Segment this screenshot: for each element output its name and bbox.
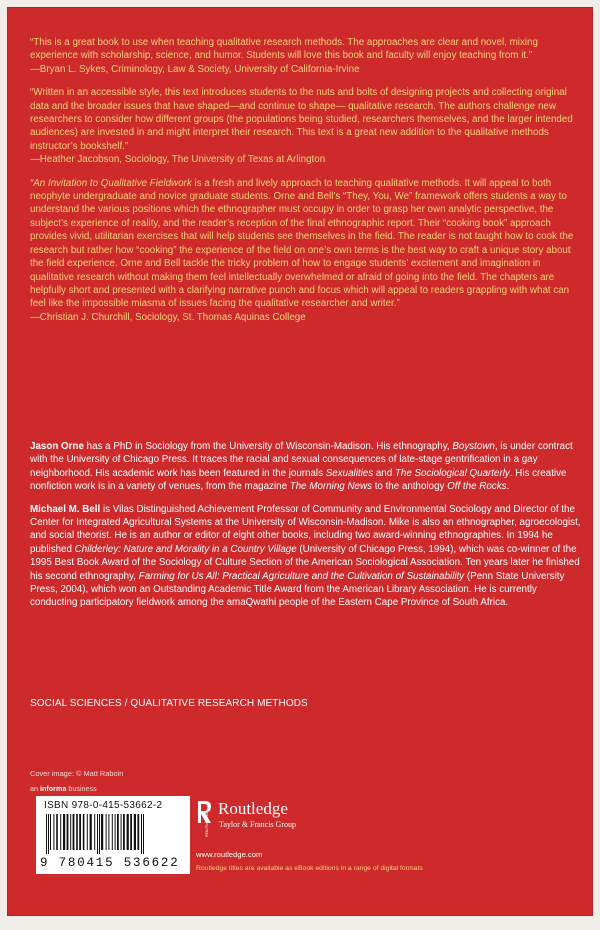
endorsement-attribution: —Bryan L. Sykes, Criminology, Law & Society, University of California-Irvine	[30, 63, 360, 75]
barcode-bar	[46, 814, 47, 854]
endorsement-jacobson	[30, 86, 582, 166]
barcode-bar	[117, 814, 119, 850]
endorsement-churchill	[30, 177, 582, 324]
routledge-logo-icon	[196, 799, 214, 839]
informa-business-label: an informa business	[30, 784, 97, 793]
book-title-italic: “An Invitation to Qualitative Fieldwork	[30, 177, 192, 189]
barcode-bar	[73, 814, 75, 850]
italic-title: Childerley: Nature and Morality in a Country Village	[74, 543, 297, 555]
barcode-bar	[134, 814, 136, 850]
bio-bell: Michael M. Bell is Vilas Distinguished Achievement Professor of Community and Environmental Sociology and Director of the Center for Integrated Agricultural Systems at the University of Wisconsin-Madison. Mike is also an ethnographer, agroecologist, and social theorist. He is an author or editor of eight other books, including two award-winning ethnographies. In 1994 he published Childerley: Nature and Morality in a Country Village (University of Chicago Press, 1994), which was co-winner of the 1995 Best Book Award of the Sociology of Culture Section of the American Sociological Association. Ten years later he finished his second ethnography, Farming for Us All: Practical Agriculture and the Cultivation of Sustainability (Penn State University Press, 2004), which won an Outstanding Academic Title Award from the American Library Association. He is currently conducting participatory fieldwork among the amaQwathi people of the Eastern Cape Province of South Africa.	[30, 503, 581, 609]
barcode-bar	[123, 814, 125, 850]
author-name: Michael M. Bell	[30, 503, 101, 515]
barcode-bar	[106, 814, 107, 850]
subject-category: SOCIAL SCIENCES / QUALITATIVE RESEARCH METHODS	[30, 698, 308, 709]
endorsement-sykes	[30, 36, 582, 76]
endorsements	[30, 36, 582, 334]
barcode-bar	[53, 814, 54, 850]
bio-orne: Jason Orne has a PhD in Sociology from the University of Wisconsin-Madison. His ethnography, Boystown, is under contract with the University of Chicago Press. It traces the racial and sexual consequences of late-stage gentrification in a gay neighborhood. His academic work has been featured in the journals Sexualities and The Sociological Quarterly. His creative nonfiction work is in a variety of venues, from the magazine The Morning News to the anthology Off the Rocks.	[30, 441, 573, 493]
endorsement-attribution: —Christian J. Churchill, Sociology, St. Thomas Aquinas College	[30, 311, 306, 323]
logo-vertical-text: ROUTLEDGE	[204, 812, 209, 837]
barcode-bar	[83, 814, 85, 850]
publisher-name: Routledge	[218, 799, 288, 818]
publisher-group: Taylor & Francis Group	[219, 820, 296, 829]
barcode-bar	[50, 814, 51, 850]
barcode-bar	[94, 814, 95, 850]
isbn-barcode	[36, 796, 190, 874]
isbn-number: ISBN 978-0-415-53662-2	[44, 800, 163, 811]
barcode-bar	[63, 814, 65, 850]
endorsement-text: “Written in an accessible style, this text introduces students to the nuts and bolts of designing projects and collecting original data and the broader issues that have shaped—and continue to shape— qualitative research. The authors challenge new researchers to consider how different groups (the populations being studied, researchers themselves, and the larger intended audiences) are invested in and might interpret their research. This text is a great new addition to the qualitative methods instructor’s bookshelf.”	[30, 87, 573, 152]
barcode-bar	[87, 814, 88, 850]
author-name: Jason Orne	[30, 441, 84, 452]
italic-title: Sexualities	[325, 467, 374, 479]
italic-title: The Sociological Quarterly	[394, 467, 510, 479]
barcode-bar	[115, 814, 116, 850]
ebook-note: Routledge titles are available as eBook editions in a range of digital formats	[196, 865, 423, 872]
publisher-url: www.routledge.com	[196, 850, 263, 859]
endorsement-text	[30, 177, 582, 311]
barcode-bar	[67, 814, 69, 850]
ean-digits: 9 780415 536622	[40, 856, 180, 870]
barcode-bar	[97, 814, 98, 854]
barcode-bar	[108, 814, 109, 850]
barcode-bars	[44, 814, 182, 854]
barcode-bar	[127, 814, 129, 850]
barcode-bar	[48, 814, 49, 854]
barcode-bar	[101, 814, 103, 850]
barcode-bar	[121, 814, 122, 850]
endorsement-text: “This is a great book to use when teaching qualitative research methods. The approaches are clear and novel, mixing experience with scholarship, science, and humor. Students will love this book and faculty will enjoy teaching from it.”	[30, 37, 538, 62]
endorsement-body: is a fresh and lively approach to teaching qualitative methods. It will appeal to both neophyte undergraduate and novice graduate students. Orne and Bell’s “They, You, We” framework offers students a way to understand the various positions which the ethnographer must occupy in order to grasp her own analytic perspective, the subject’s experience of reality, and the reader’s reception of the final ethnographic report. Their “cooking book” approach provides vivid, utilitarian exercises that will help students see themselves in the field. The reader is not taught how to cook the research but rather how “cooking” the experience of the field on one’s own terms is the best way to craft a unique story about the field experience. Orne and Bell tackle the tricky problem of how to engage students’ excitement and imagination in qualitative research without making them feel intellectually overwhelmed or afraid of going into the field. The chapters are helpfully short and presented with a clarifying narrative punch and focus which will appeal to readers grappling with what can feel like the impossible miasma of issues facing the qualitative researcher and writer.”	[30, 177, 574, 310]
publisher-block	[196, 799, 356, 845]
italic-title: Farming for Us All: Practical Agriculture and the Cultivation of Sustainability	[138, 570, 465, 582]
italic-title: The Morning News	[289, 481, 372, 493]
barcode-bar	[76, 814, 78, 850]
barcode-bar	[70, 814, 71, 850]
barcode-bar	[112, 814, 113, 850]
barcode-bar	[130, 814, 132, 850]
barcode-bar	[56, 814, 58, 850]
barcode-bar	[60, 814, 61, 850]
barcode-bar	[90, 814, 92, 850]
barcode-bar	[141, 814, 142, 854]
author-bios	[30, 440, 582, 619]
barcode-bar	[99, 814, 100, 854]
italic-title: Off the Rocks	[447, 481, 507, 493]
barcode-bar	[143, 814, 144, 854]
italic-title: Boystown	[452, 441, 495, 452]
barcode-bar	[79, 814, 81, 850]
endorsement-attribution: —Heather Jacobson, Sociology, The University of Texas at Arlington	[30, 154, 326, 166]
cover-image-credit: Cover image: © Matt Raboin	[30, 769, 124, 778]
barcode-bar	[137, 814, 139, 850]
back-cover	[8, 8, 592, 915]
